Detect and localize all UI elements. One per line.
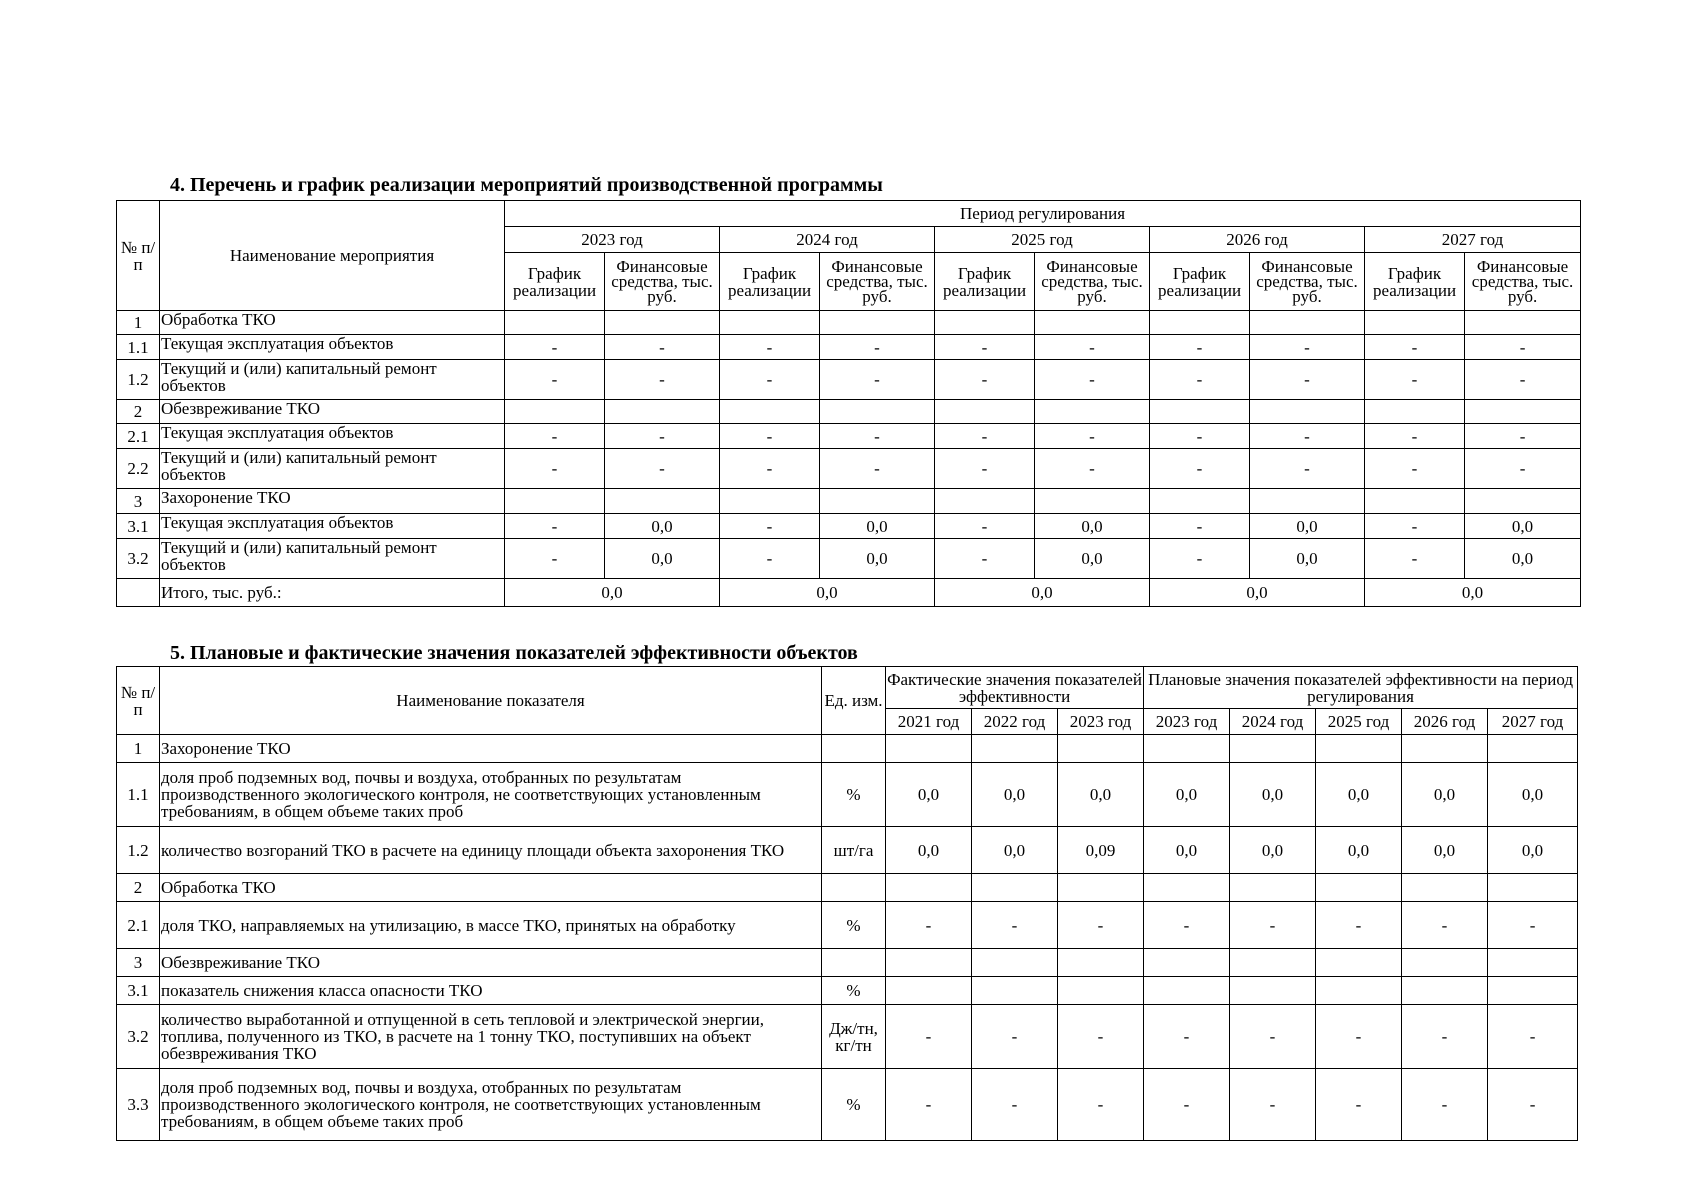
row-value: - (720, 449, 820, 489)
row-value: - (720, 514, 820, 539)
row-value: 0,0 (1465, 539, 1581, 579)
row-value (1230, 874, 1316, 902)
total-row (117, 579, 1581, 607)
planned-values-header: Плановые значения показателей эффективности на период регулирования (1144, 667, 1578, 709)
row-value (505, 400, 605, 424)
row-value: 0,0 (1230, 763, 1316, 827)
row-value: - (1250, 424, 1365, 449)
row-value: - (972, 1005, 1058, 1069)
row-indicator: Захоронение ТКО (160, 735, 822, 763)
row-name: Текущая эксплуатация объектов (160, 335, 505, 360)
row-value (1402, 949, 1488, 977)
row-value (1465, 489, 1581, 514)
finance-subheader: Финансовые средства, тыс. руб. (820, 253, 935, 311)
row-value: - (1465, 424, 1581, 449)
row-value: 0,0 (1250, 539, 1365, 579)
row-value: 0,0 (1402, 763, 1488, 827)
row-name: Текущая эксплуатация объектов (160, 514, 505, 539)
row-value (505, 311, 605, 335)
finance-subheader: Финансовые средства, тыс. руб. (1465, 253, 1581, 311)
row-value: 0,0 (605, 539, 720, 579)
row-num: 1.2 (117, 360, 160, 400)
row-value: - (1316, 902, 1402, 949)
row-value (1316, 977, 1402, 1005)
row-value: - (820, 335, 935, 360)
table-row (117, 827, 1578, 874)
row-value: - (820, 449, 935, 489)
row-value (1150, 489, 1250, 514)
row-value: - (1365, 449, 1465, 489)
row-value (886, 949, 972, 977)
row-unit (822, 949, 886, 977)
efficiency-indicators-table (116, 666, 1578, 1141)
row-value (1035, 311, 1150, 335)
row-value (820, 400, 935, 424)
total-value: 0,0 (505, 579, 720, 607)
row-indicator: количество выработанной и отпущенной в сеть тепловой и электрической энергии, топлива, полученного из ТКО, в расчете на 1 тонну ТКО, поступивших на объект обезвреживания ТКО (160, 1005, 822, 1069)
row-value (1230, 735, 1316, 763)
row-value: 0,0 (1316, 763, 1402, 827)
row-value: 0,0 (972, 763, 1058, 827)
row-name: Текущий и (или) капитальный ремонт объектов (160, 449, 505, 489)
row-value: - (1035, 360, 1150, 400)
row-value (1035, 489, 1150, 514)
actual-values-header: Фактические значения показателей эффективности (886, 667, 1144, 709)
row-name: Текущая эксплуатация объектов (160, 424, 505, 449)
row-value (1316, 735, 1402, 763)
row-value: - (605, 449, 720, 489)
row-value: - (1035, 449, 1150, 489)
row-value: - (1150, 360, 1250, 400)
table-row (117, 949, 1578, 977)
year-header: 2023 год (505, 227, 720, 253)
table-row (117, 424, 1581, 449)
col-indicator-header: Наименование показателя (160, 667, 822, 735)
schedule-subheader: График реализации (1150, 253, 1250, 311)
row-value (505, 489, 605, 514)
row-value (1316, 874, 1402, 902)
row-num: 1 (117, 311, 160, 335)
finance-subheader: Финансовые средства, тыс. руб. (605, 253, 720, 311)
row-value (1150, 400, 1250, 424)
row-value (720, 489, 820, 514)
row-value: - (1488, 1005, 1578, 1069)
row-value: - (1150, 424, 1250, 449)
row-value (935, 489, 1035, 514)
row-value: - (1488, 902, 1578, 949)
row-num: 1 (117, 735, 160, 763)
table-row (117, 539, 1581, 579)
row-value: - (505, 424, 605, 449)
row-value: - (972, 902, 1058, 949)
row-unit: % (822, 1069, 886, 1141)
production-program-table (116, 200, 1581, 607)
row-value: - (820, 360, 935, 400)
row-name: Текущий и (или) капитальный ремонт объектов (160, 539, 505, 579)
row-value: - (886, 1005, 972, 1069)
col-num-header: № п/п (117, 667, 160, 735)
total-value: 0,0 (1365, 579, 1581, 607)
row-value: - (1365, 335, 1465, 360)
col-name-header: Наименование мероприятия (160, 201, 505, 311)
row-value (1058, 735, 1144, 763)
row-num: 1.1 (117, 763, 160, 827)
row-value (972, 735, 1058, 763)
row-value: 0,0 (972, 827, 1058, 874)
row-value: 0,0 (886, 763, 972, 827)
table-row (117, 400, 1581, 424)
row-value: - (1316, 1069, 1402, 1141)
row-num: 2 (117, 874, 160, 902)
planned-year-header: 2027 год (1488, 709, 1578, 735)
row-value: - (935, 335, 1035, 360)
row-value (935, 400, 1035, 424)
row-value: - (505, 514, 605, 539)
row-value (1365, 311, 1465, 335)
row-indicator: доля ТКО, направляемых на утилизацию, в массе ТКО, принятых на обработку (160, 902, 822, 949)
row-value: - (505, 449, 605, 489)
row-value (1150, 311, 1250, 335)
row-value: 0,0 (1035, 514, 1150, 539)
row-value (1488, 977, 1578, 1005)
row-value (1365, 400, 1465, 424)
row-value (1144, 977, 1230, 1005)
row-value: - (720, 335, 820, 360)
row-num: 3.2 (117, 1005, 160, 1069)
row-value: - (1465, 449, 1581, 489)
row-value: - (886, 1069, 972, 1141)
row-value: 0,0 (1058, 763, 1144, 827)
row-value (1402, 977, 1488, 1005)
row-value: - (935, 424, 1035, 449)
row-value: - (720, 424, 820, 449)
row-value: - (935, 539, 1035, 579)
row-num: 3.1 (117, 514, 160, 539)
row-value: 0,0 (886, 827, 972, 874)
table-row (117, 902, 1578, 949)
row-value (1144, 874, 1230, 902)
row-unit: % (822, 902, 886, 949)
row-value: 0,0 (1402, 827, 1488, 874)
row-value: 0,09 (1058, 827, 1144, 874)
row-value (1144, 735, 1230, 763)
row-value: 0,0 (1144, 827, 1230, 874)
finance-subheader: Финансовые средства, тыс. руб. (1035, 253, 1150, 311)
row-value: - (886, 902, 972, 949)
planned-year-header: 2026 год (1402, 709, 1488, 735)
row-unit: % (822, 977, 886, 1005)
total-num (117, 579, 160, 607)
row-unit: Дж/тн, кг/тн (822, 1005, 886, 1069)
row-value (886, 735, 972, 763)
row-value: - (505, 335, 605, 360)
row-value: - (1230, 1005, 1316, 1069)
row-value (1316, 949, 1402, 977)
row-value (1365, 489, 1465, 514)
table-row (117, 735, 1578, 763)
row-num: 2 (117, 400, 160, 424)
row-value: - (1402, 1005, 1488, 1069)
row-num: 3 (117, 489, 160, 514)
row-value (1402, 735, 1488, 763)
table-row (117, 311, 1581, 335)
col-num-header: № п/п (117, 201, 160, 311)
row-value: - (935, 449, 1035, 489)
row-value (1035, 400, 1150, 424)
row-value (1250, 489, 1365, 514)
table-row (117, 977, 1578, 1005)
row-value (972, 977, 1058, 1005)
row-value (935, 311, 1035, 335)
schedule-subheader: График реализации (1365, 253, 1465, 311)
row-value (886, 977, 972, 1005)
table-row (117, 1005, 1578, 1069)
row-value: - (720, 539, 820, 579)
total-value: 0,0 (935, 579, 1150, 607)
row-value: - (505, 360, 605, 400)
row-num: 3.3 (117, 1069, 160, 1141)
row-unit (822, 874, 886, 902)
row-value: - (1250, 360, 1365, 400)
row-value (886, 874, 972, 902)
row-value: - (935, 514, 1035, 539)
row-value: 0,0 (1230, 827, 1316, 874)
row-value: - (935, 360, 1035, 400)
row-value: - (1150, 335, 1250, 360)
row-indicator: количество возгораний ТКО в расчете на единицу площади объекта захоронения ТКО (160, 827, 822, 874)
row-value: - (1488, 1069, 1578, 1141)
actual-year-header: 2023 год (1058, 709, 1144, 735)
row-value: 0,0 (1488, 763, 1578, 827)
row-value: - (1144, 1005, 1230, 1069)
row-value (1058, 977, 1144, 1005)
row-value (605, 311, 720, 335)
row-num: 3.2 (117, 539, 160, 579)
row-value: - (1465, 335, 1581, 360)
row-unit (822, 735, 886, 763)
row-indicator: доля проб подземных вод, почвы и воздуха, отобранных по результатам производственного экологического контроля, не соответствующих установленным требованиям, в общем объеме таких проб (160, 763, 822, 827)
table-row (117, 335, 1581, 360)
table-row (117, 874, 1578, 902)
row-value: - (605, 335, 720, 360)
row-num: 2.2 (117, 449, 160, 489)
finance-subheader: Финансовые средства, тыс. руб. (1250, 253, 1365, 311)
total-value: 0,0 (1150, 579, 1365, 607)
total-label: Итого, тыс. руб.: (160, 579, 505, 607)
row-name: Обработка ТКО (160, 311, 505, 335)
row-value (1144, 949, 1230, 977)
planned-year-header: 2025 год (1316, 709, 1402, 735)
row-value (820, 489, 935, 514)
col-unit-header: Ед. изм. (822, 667, 886, 735)
row-value: - (1250, 335, 1365, 360)
schedule-subheader: График реализации (720, 253, 820, 311)
row-value: - (1250, 449, 1365, 489)
row-value: - (1365, 514, 1465, 539)
row-value: - (1402, 1069, 1488, 1141)
row-value: - (1035, 424, 1150, 449)
row-value: 0,0 (820, 539, 935, 579)
year-header: 2026 год (1150, 227, 1365, 253)
row-value (1488, 949, 1578, 977)
row-value: 0,0 (1465, 514, 1581, 539)
actual-year-header: 2021 год (886, 709, 972, 735)
row-value: - (1402, 902, 1488, 949)
row-value (1402, 874, 1488, 902)
row-value: - (1230, 902, 1316, 949)
row-value: - (1144, 1069, 1230, 1141)
row-value (972, 874, 1058, 902)
actual-year-header: 2022 год (972, 709, 1058, 735)
total-value: 0,0 (720, 579, 935, 607)
row-value (1465, 400, 1581, 424)
table-row (117, 489, 1581, 514)
row-value: - (1230, 1069, 1316, 1141)
year-header: 2027 год (1365, 227, 1581, 253)
row-value (1488, 735, 1578, 763)
row-value: - (1150, 449, 1250, 489)
row-num: 3.1 (117, 977, 160, 1005)
row-value: - (1365, 539, 1465, 579)
row-value: - (605, 424, 720, 449)
row-value (1488, 874, 1578, 902)
row-num: 1.1 (117, 335, 160, 360)
row-value: - (1365, 424, 1465, 449)
row-num: 2.1 (117, 424, 160, 449)
row-value (972, 949, 1058, 977)
table-row (117, 449, 1581, 489)
row-value: 0,0 (820, 514, 935, 539)
row-value: - (1035, 335, 1150, 360)
table-row (117, 1069, 1578, 1141)
planned-year-header: 2024 год (1230, 709, 1316, 735)
row-value: - (1365, 360, 1465, 400)
row-value (605, 489, 720, 514)
row-value (1250, 400, 1365, 424)
row-value (1058, 874, 1144, 902)
period-header: Период регулирования (505, 201, 1581, 227)
schedule-subheader: График реализации (935, 253, 1035, 311)
schedule-subheader: График реализации (505, 253, 605, 311)
row-value: - (1316, 1005, 1402, 1069)
row-name: Обезвреживание ТКО (160, 400, 505, 424)
row-indicator: Обработка ТКО (160, 874, 822, 902)
row-name: Захоронение ТКО (160, 489, 505, 514)
table-row (117, 763, 1578, 827)
row-value: - (1150, 514, 1250, 539)
row-value: - (1058, 1005, 1144, 1069)
row-value: - (1144, 902, 1230, 949)
row-value: - (505, 539, 605, 579)
row-value (1230, 977, 1316, 1005)
planned-year-header: 2023 год (1144, 709, 1230, 735)
row-value: 0,0 (1488, 827, 1578, 874)
row-value: 0,0 (1250, 514, 1365, 539)
row-value: 0,0 (1316, 827, 1402, 874)
row-unit: % (822, 763, 886, 827)
row-name: Текущий и (или) капитальный ремонт объектов (160, 360, 505, 400)
row-num: 1.2 (117, 827, 160, 874)
row-unit: шт/га (822, 827, 886, 874)
row-indicator: Обезвреживание ТКО (160, 949, 822, 977)
section-4-title: 4. Перечень и график реализации мероприятий производственной программы (170, 174, 883, 196)
row-value (720, 311, 820, 335)
row-value: - (1058, 1069, 1144, 1141)
row-value (1465, 311, 1581, 335)
row-value: - (972, 1069, 1058, 1141)
row-value: 0,0 (1144, 763, 1230, 827)
row-value: 0,0 (1035, 539, 1150, 579)
row-value (1250, 311, 1365, 335)
row-value: - (1150, 539, 1250, 579)
row-value: 0,0 (605, 514, 720, 539)
row-value: - (720, 360, 820, 400)
row-value (720, 400, 820, 424)
table-row (117, 360, 1581, 400)
year-header: 2024 год (720, 227, 935, 253)
row-value: - (1058, 902, 1144, 949)
row-value (1230, 949, 1316, 977)
row-num: 2.1 (117, 902, 160, 949)
row-value: - (605, 360, 720, 400)
row-value (605, 400, 720, 424)
year-header: 2025 год (935, 227, 1150, 253)
table-row (117, 514, 1581, 539)
row-value (1058, 949, 1144, 977)
section-5-title: 5. Плановые и фактические значения показателей эффективности объектов (170, 642, 858, 664)
row-value (820, 311, 935, 335)
row-indicator: показатель снижения класса опасности ТКО (160, 977, 822, 1005)
row-value: - (820, 424, 935, 449)
row-value: - (1465, 360, 1581, 400)
row-num: 3 (117, 949, 160, 977)
row-indicator: доля проб подземных вод, почвы и воздуха, отобранных по результатам производственного экологического контроля, не соответствующих установленным требованиям, в общем объеме таких проб (160, 1069, 822, 1141)
